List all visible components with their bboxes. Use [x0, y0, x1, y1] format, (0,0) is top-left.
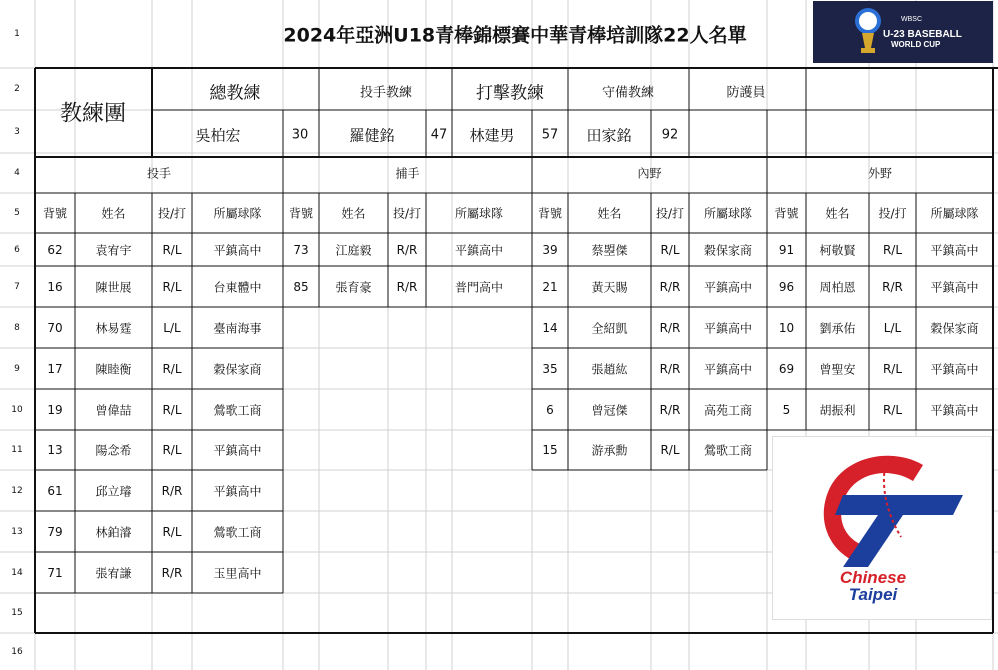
column-header: 投/打 [392, 206, 422, 221]
roster-cell: 平鎮高中 [454, 243, 504, 257]
roster-cell: 陳世展 [95, 280, 132, 294]
roster-cell: R/L [162, 443, 182, 457]
roster-cell: 黃天賜 [591, 280, 628, 294]
head-coach-no: 30 [291, 127, 309, 143]
roster-cell: 張宥謙 [95, 566, 132, 580]
roster-cell: 台東體中 [213, 280, 262, 294]
roster-cell: R/L [162, 361, 182, 376]
roster-cell: R/L [660, 443, 680, 457]
roster-cell: 平鎮高中 [213, 484, 262, 498]
roster-cell: R/L [660, 242, 680, 257]
roster-cell: 玉里高中 [213, 566, 262, 580]
row-number: 2 [14, 84, 20, 94]
roster-cell: 平鎮高中 [703, 362, 753, 376]
roster-cell: 平鎮高中 [703, 280, 753, 294]
wbsc-line1: U-23 BASEBALL [883, 29, 962, 40]
roster-cell: 鶯歌工商 [213, 525, 262, 539]
head-coach-name: 吳柏宏 [195, 126, 241, 145]
wbsc-org: WBSC [901, 16, 922, 23]
roster-cell: 張趙紘 [591, 362, 628, 376]
column-header: 所屬球隊 [213, 206, 262, 221]
wbsc-line2: WORLD CUP [891, 40, 941, 49]
roster-cell: R/L [162, 279, 182, 294]
row-number: 13 [11, 526, 23, 537]
batting-coach-name: 林建男 [469, 126, 515, 145]
roster-cell: 鶯歌工商 [213, 403, 262, 417]
column-header: 背號 [288, 206, 314, 221]
roster-cell: 71 [47, 565, 63, 580]
head-coach-label: 總教練 [209, 83, 261, 104]
roster-cell: 曾聖安 [819, 362, 856, 376]
roster-cell: 陽念希 [95, 443, 132, 458]
roster-cell: R/R [396, 242, 418, 257]
roster-cell: 10 [778, 320, 795, 335]
roster-cell: 平鎮高中 [930, 280, 979, 294]
roster-cell: 6 [546, 402, 554, 417]
column-header: 所屬球隊 [703, 206, 753, 221]
roster-cell: R/R [882, 279, 903, 294]
roster-cell: 胡振利 [819, 403, 856, 417]
column-header: 背號 [42, 206, 68, 221]
roster-cell: 林鉑濬 [95, 525, 132, 539]
roster-cell: 61 [47, 483, 63, 498]
roster-cell: 91 [778, 242, 795, 257]
column-header: 背號 [774, 206, 799, 221]
roster-cell: 14 [542, 320, 558, 335]
roster-cell: 79 [47, 524, 63, 539]
roster-cell: 69 [778, 361, 795, 376]
column-header: 所屬球隊 [930, 206, 979, 221]
row-number: 10 [11, 404, 23, 415]
roster-cell: 73 [293, 242, 309, 257]
roster-cell: 62 [47, 242, 63, 257]
roster-cell: 平鎮高中 [930, 403, 979, 417]
roster-cell: 周柏恩 [819, 280, 856, 294]
roster-cell: R/L [882, 402, 903, 417]
roster-cell: 江庭毅 [335, 243, 372, 257]
batting-coach-label: 打擊教練 [476, 83, 544, 104]
roster-cell: 劉承佑 [819, 321, 856, 335]
roster-cell: 林易霆 [95, 321, 132, 335]
roster-cell: 高苑工商 [703, 403, 753, 417]
roster-cell: 85 [293, 279, 309, 294]
roster-cell: 普門高中 [454, 280, 504, 294]
row-number: 9 [14, 363, 20, 374]
roster-cell: 21 [542, 279, 558, 294]
roster-cell: L/L [163, 320, 181, 335]
fielding-coach-no: 92 [661, 127, 679, 143]
roster-cell: R/L [162, 524, 182, 539]
roster-cell: R/R [659, 320, 681, 335]
roster-cell: 穀保家商 [703, 243, 753, 257]
staff-group-label: 教練團 [59, 101, 127, 127]
roster-cell: R/R [659, 402, 681, 417]
row-number: 16 [11, 646, 23, 657]
roster-cell: 全紹凱 [591, 321, 628, 335]
roster-cell: 平鎮高中 [930, 243, 979, 257]
row-number: 4 [14, 168, 20, 178]
page-title: 2024年亞洲U18青棒錦標賽中華青棒培訓隊22人名單 [283, 24, 747, 47]
pitching-coach-no: 47 [430, 127, 448, 143]
chinese-taipei-logo [772, 436, 992, 620]
group-label-catchers: 捕手 [395, 166, 420, 181]
roster-cell: 曾偉喆 [95, 403, 132, 417]
roster-cell: 游承勳 [591, 443, 628, 458]
roster-cell: 穀保家商 [213, 362, 262, 376]
column-header: 所屬球隊 [454, 206, 504, 221]
roster-cell: 平鎮高中 [930, 362, 979, 376]
roster-cell: 蔡曌傑 [591, 243, 628, 257]
roster-cell: 16 [47, 279, 63, 294]
fielding-coach-label: 守備教練 [601, 85, 655, 101]
row-number: 1 [14, 29, 20, 39]
row-number: 8 [14, 322, 20, 333]
row-number: 3 [14, 126, 20, 137]
roster-cell: R/R [396, 279, 418, 294]
roster-cell: 平鎮高中 [213, 243, 262, 257]
roster-cell: 穀保家商 [930, 321, 979, 335]
roster-cell: R/R [659, 361, 681, 376]
fielding-coach-name: 田家銘 [586, 126, 632, 145]
roster-cell: 15 [542, 443, 558, 457]
row-number: 15 [11, 608, 23, 618]
roster-cell: 袁宥宇 [95, 243, 132, 257]
column-header: 投/打 [878, 206, 907, 221]
roster-cell: 平鎮高中 [703, 321, 753, 335]
group-label-outfield: 外野 [867, 166, 893, 181]
roster-cell: R/R [161, 483, 183, 498]
roster-cell: 35 [542, 361, 558, 376]
roster-cell: 鶯歌工商 [703, 443, 753, 458]
column-header: 姓名 [825, 206, 850, 221]
column-header: 背號 [537, 206, 563, 221]
roster-cell: R/L [882, 361, 903, 376]
column-header: 投/打 [157, 206, 187, 221]
roster-cell: R/R [659, 279, 681, 294]
column-header: 姓名 [101, 206, 126, 221]
row-number: 12 [11, 485, 23, 496]
roster-cell: 96 [778, 279, 795, 294]
column-header: 投/打 [655, 206, 685, 221]
row-number: 5 [14, 208, 20, 218]
roster-cell: 5 [782, 402, 791, 417]
roster-cell: L/L [883, 320, 902, 335]
roster-cell: 平鎮高中 [213, 443, 262, 458]
trainer-label: 防護員 [726, 85, 766, 101]
roster-cell: 19 [47, 402, 63, 417]
batting-coach-no: 57 [541, 127, 559, 143]
row-number: 6 [14, 244, 20, 255]
pitching-coach-name: 羅健銘 [349, 126, 395, 145]
row-number: 14 [11, 567, 23, 578]
roster-cell: R/R [161, 565, 183, 580]
roster-cell: R/L [162, 402, 182, 417]
ct-emblem-icon [773, 437, 991, 619]
roster-cell: 70 [47, 320, 63, 335]
row-number: 11 [11, 445, 23, 455]
roster-cell: 13 [47, 443, 63, 457]
ct-line1: Chinese [839, 568, 907, 587]
roster-cell: 柯敬賢 [819, 243, 856, 257]
roster-cell: 39 [542, 242, 558, 257]
group-label-infield: 內野 [637, 166, 662, 181]
roster-cell: 曾冠傑 [591, 403, 628, 417]
roster-cell: 17 [47, 361, 63, 376]
trophy-icon [813, 1, 993, 63]
roster-cell: 張育豪 [335, 280, 372, 294]
roster-cell: 邱立璿 [95, 484, 132, 498]
group-label-pitchers: 投手 [146, 166, 172, 181]
row-number: 7 [14, 281, 20, 292]
roster-cell: 陳睦衡 [95, 362, 132, 376]
roster-cell: R/L [882, 242, 903, 257]
column-header: 姓名 [341, 206, 366, 221]
column-header: 姓名 [597, 206, 622, 221]
pitching-coach-label: 投手教練 [359, 85, 413, 101]
roster-cell: 臺南海事 [213, 321, 262, 335]
wbsc-u23-logo [813, 1, 993, 63]
roster-cell: R/L [162, 242, 182, 257]
ct-line2: Taipei [848, 585, 898, 604]
